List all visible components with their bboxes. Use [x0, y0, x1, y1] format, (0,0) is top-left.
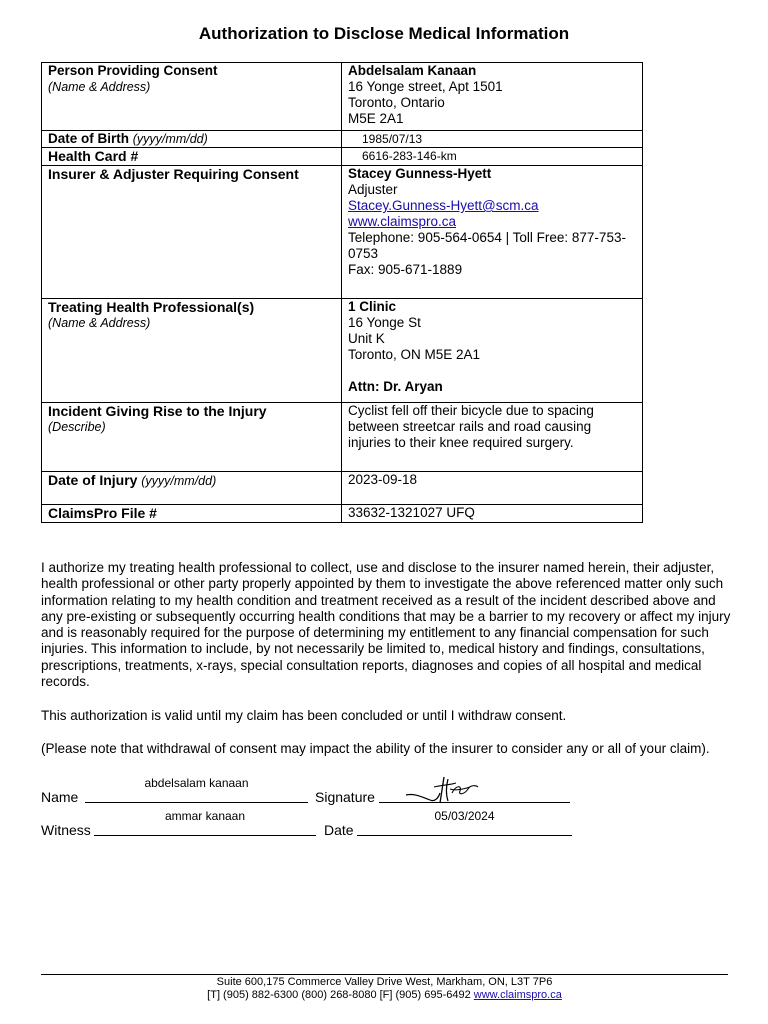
- row-dob: [42, 131, 643, 148]
- incident-label-cell: [42, 403, 342, 472]
- consent-form-table: [41, 62, 643, 523]
- consent-address-line2: Toronto, Ontario: [348, 95, 445, 110]
- footer-contacts: [41, 989, 728, 1002]
- name-value: abdelsalam kanaan: [144, 776, 249, 790]
- footer-divider: [41, 974, 728, 975]
- consent-address-line1: 16 Yonge street, Apt 1501: [348, 79, 503, 94]
- date-value: 05/03/2024: [434, 809, 495, 823]
- file-value: 33632-1321027 UFQ: [348, 505, 475, 520]
- insurer-role: Adjuster: [348, 182, 398, 197]
- witness-label: Witness: [41, 822, 91, 838]
- insurer-email-link[interactable]: Stacey.Gunness-Hyett@scm.ca: [348, 198, 539, 213]
- insurer-fax: Fax: 905-671-1889: [348, 262, 463, 277]
- injury-date-value-cell: [342, 472, 643, 505]
- consent-value-cell: [342, 63, 643, 131]
- health-label-cell: [42, 148, 342, 166]
- row-insurer: [42, 166, 643, 299]
- spacer: [348, 363, 636, 379]
- insurer-name: Stacey Gunness-Hyett: [348, 166, 492, 181]
- footer-phone-fax: [T] (905) 882-6300 (800) 268-8080 [F] (905) 695-6492: [207, 989, 471, 1001]
- incident-value-cell: [342, 403, 643, 472]
- row-consent: [42, 63, 643, 131]
- footer: [41, 976, 728, 1002]
- health-card-value: 6616-283-146-km: [362, 149, 457, 163]
- insurer-value-cell: [342, 166, 643, 299]
- name-signature-row: [41, 776, 731, 805]
- dob-value-cell: [342, 131, 643, 148]
- file-label: ClaimsPro File #: [48, 505, 157, 521]
- withdrawal-note: (Please note that withdrawal of consent may impact the ability of the insurer to consider any or all of your claim).: [41, 741, 710, 756]
- witness-field[interactable]: [94, 809, 316, 836]
- incident-sub-label: (Describe): [48, 420, 106, 434]
- consent-name: Abdelsalam Kanaan: [348, 63, 477, 78]
- dob-sub-label: (yyyy/mm/dd): [132, 132, 208, 146]
- consent-label: Person Providing Consent: [48, 63, 218, 78]
- incident-label: Incident Giving Rise to the Injury: [48, 403, 267, 419]
- witness-date-row: [41, 809, 731, 838]
- dob-label-cell: [42, 131, 342, 148]
- insurer-website-link[interactable]: www.claimspro.ca: [348, 214, 457, 229]
- name-label: Name: [41, 789, 79, 805]
- health-card-label: Health Card #: [48, 148, 139, 164]
- signature-label: Signature: [315, 789, 375, 805]
- dob-label: Date of Birth: [48, 131, 129, 146]
- injury-date-value: 2023-09-18: [348, 472, 418, 487]
- treating-sub-label: (Name & Address): [48, 316, 151, 330]
- insurer-label-cell: [42, 166, 342, 299]
- row-file: [42, 505, 643, 523]
- incident-description: Cyclist fell off their bicycle due to spacing between streetcar rails and road causing injuries to their knee required surgery.: [348, 403, 594, 450]
- consent-address-line3: M5E 2A1: [348, 111, 404, 126]
- row-health-card: [42, 148, 643, 166]
- footer-address: Suite 600,175 Commerce Valley Drive West, Markham, ON, L3T 7P6: [216, 976, 553, 988]
- consent-sub-label: (Name & Address): [48, 80, 151, 94]
- row-injury-date: [42, 472, 643, 505]
- row-treating: [42, 299, 643, 403]
- injury-date-label: Date of Injury: [48, 472, 138, 488]
- name-field[interactable]: [85, 776, 308, 803]
- footer-website-link[interactable]: www.claimspro.ca: [473, 989, 562, 1001]
- treating-attn: Attn: Dr. Aryan: [348, 379, 443, 394]
- row-incident: [42, 403, 643, 472]
- treating-name: 1 Clinic: [348, 299, 397, 314]
- witness-value: ammar kanaan: [164, 809, 246, 823]
- dob-value: 1985/07/13: [362, 132, 423, 146]
- handwritten-signature: [404, 773, 484, 807]
- treating-value-cell: [342, 299, 643, 403]
- treating-address-line2: Unit K: [348, 331, 385, 346]
- authorization-paragraph: I authorize my treating health professional to collect, use and disclose to the insurer named herein, their adjuster, health professional or other party properly appointed by them to investigate the above referenced matter only such information relating to my health condition and treatment received as a result of the incident described above and any pre-existing or subsequently occurring health conditions that may be a barrier to my recovery or affect my injury and is reasonably required for the purpose of determining my entitlement to any financial compensation for such injuries. This information to include, by not necessarily be limited to, medical history and findings, consultations, prescriptions, treatments, x-rays, special consultation reports, diagnoses and copies of all hospital and medical records.: [41, 560, 731, 690]
- treating-address-line1: 16 Yonge St: [348, 315, 421, 330]
- insurer-label: Insurer & Adjuster Requiring Consent: [48, 166, 299, 182]
- page-title: Authorization to Disclose Medical Information: [198, 24, 570, 43]
- date-label: Date: [324, 822, 354, 838]
- injury-date-label-cell: [42, 472, 342, 505]
- health-value-cell: [342, 148, 643, 166]
- file-value-cell: [342, 505, 643, 523]
- treating-label-cell: [42, 299, 342, 403]
- file-label-cell: [42, 505, 342, 523]
- treating-label: Treating Health Professional(s): [48, 299, 255, 315]
- date-field[interactable]: [357, 809, 572, 836]
- insurer-phone: Telephone: 905-564-0654 | Toll Free: 877-753-0753: [348, 230, 626, 261]
- consent-label-cell: [42, 63, 342, 131]
- injury-date-sub-label: (yyyy/mm/dd): [141, 474, 217, 488]
- treating-address-line3: Toronto, ON M5E 2A1: [348, 347, 481, 362]
- validity-paragraph: This authorization is valid until my claim has been concluded or until I withdraw consent.: [41, 708, 567, 723]
